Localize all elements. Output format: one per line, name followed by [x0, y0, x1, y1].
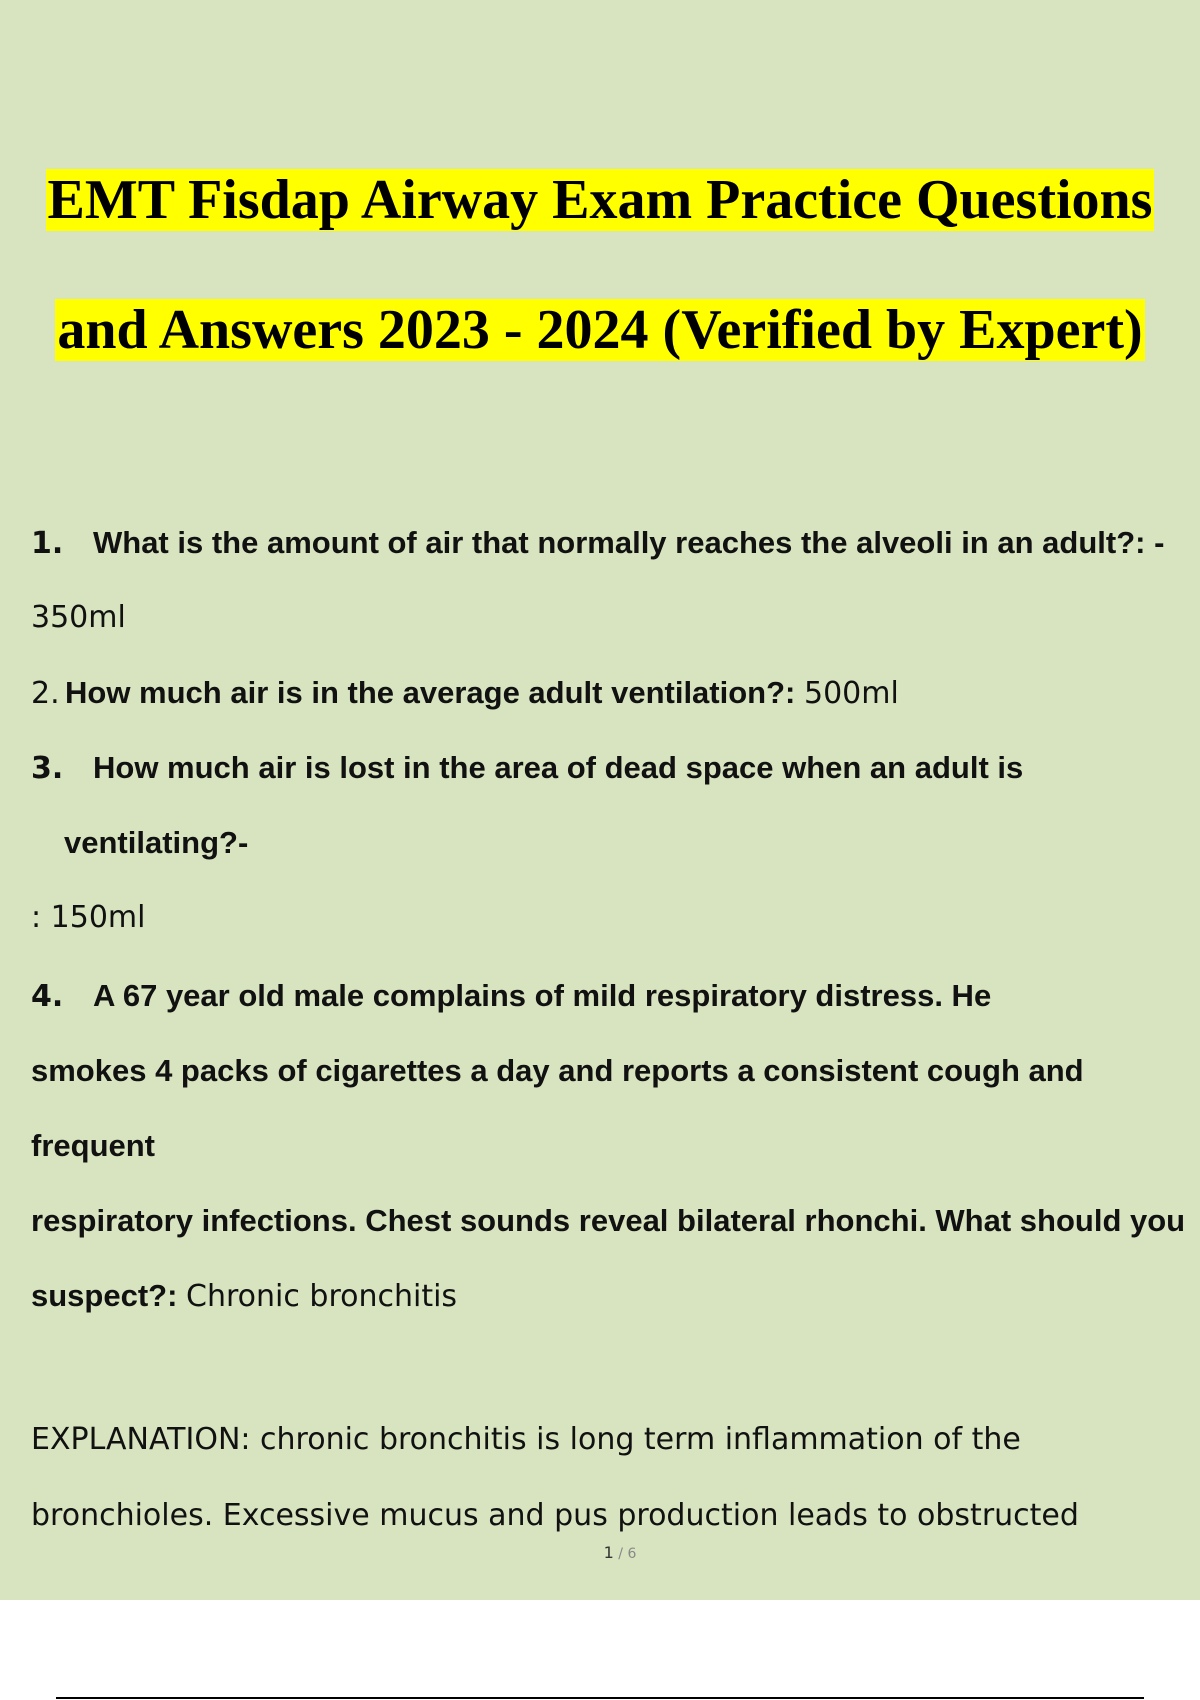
- explanation-text: bronchioles. Excessive mucus and pus production leads to obstructed: [31, 1498, 1079, 1533]
- question-number: 4.: [31, 979, 64, 1014]
- question-4-line-3: [31, 1124, 155, 1169]
- page-divider: [56, 1697, 1144, 1699]
- question-text: A 67 year old male complains of mild respiratory distress. He: [93, 978, 992, 1013]
- answer-text: : 150ml: [31, 900, 146, 935]
- question-4-line-5: [31, 1274, 457, 1319]
- question-3-continued: [64, 821, 248, 866]
- question-text: ventilating?-: [64, 825, 249, 860]
- question-text: smokes 4 packs of cigarettes a day and reports a consistent cough and: [31, 1053, 1084, 1088]
- explanation-text: EXPLANATION: chronic bronchitis is long term inflammation of the: [31, 1422, 1021, 1457]
- question-text: suspect?:: [31, 1278, 187, 1313]
- question-3: [31, 746, 1023, 791]
- question-text: What is the amount of air that normally reaches the alveoli in an adult?: -: [93, 525, 1165, 560]
- question-text: respiratory infections. Chest sounds reveal bilateral rhonchi. What should you: [31, 1203, 1186, 1238]
- page-total: / 6: [613, 1546, 637, 1562]
- question-1: [31, 521, 1164, 566]
- question-4-line-4: [31, 1199, 1185, 1244]
- question-number: 1.: [31, 526, 64, 561]
- title-highlight-2: and Answers 2023 - 2024 (Verified by Expert): [57, 299, 1143, 361]
- page-indicator: [0, 1543, 1200, 1562]
- explanation-line-1: [31, 1418, 1021, 1462]
- answer-text: 500ml: [803, 676, 899, 711]
- title-highlight-1: EMT Fisdap Airway Exam Practice Questions: [47, 169, 1153, 231]
- question-text: frequent: [31, 1128, 155, 1163]
- question-4-line-2: [31, 1049, 1084, 1094]
- question-4: [31, 974, 991, 1019]
- document-title-line-2: [0, 295, 1200, 365]
- document-title-line-1: [0, 165, 1200, 235]
- question-text: How much air is lost in the area of dead space when an adult is: [93, 750, 1024, 785]
- question-text: How much air is in the average adult ventilation?:: [65, 675, 804, 710]
- answer-text: 350ml: [31, 600, 126, 635]
- answer-text: Chronic bronchitis: [186, 1279, 458, 1314]
- question-number: 3.: [31, 751, 64, 786]
- question-number: 2.: [31, 676, 60, 711]
- page-current: 1: [603, 1543, 614, 1562]
- explanation-line-2: [31, 1494, 1079, 1538]
- answer-1: [31, 596, 126, 640]
- question-2: [31, 671, 899, 716]
- answer-3: [31, 896, 145, 940]
